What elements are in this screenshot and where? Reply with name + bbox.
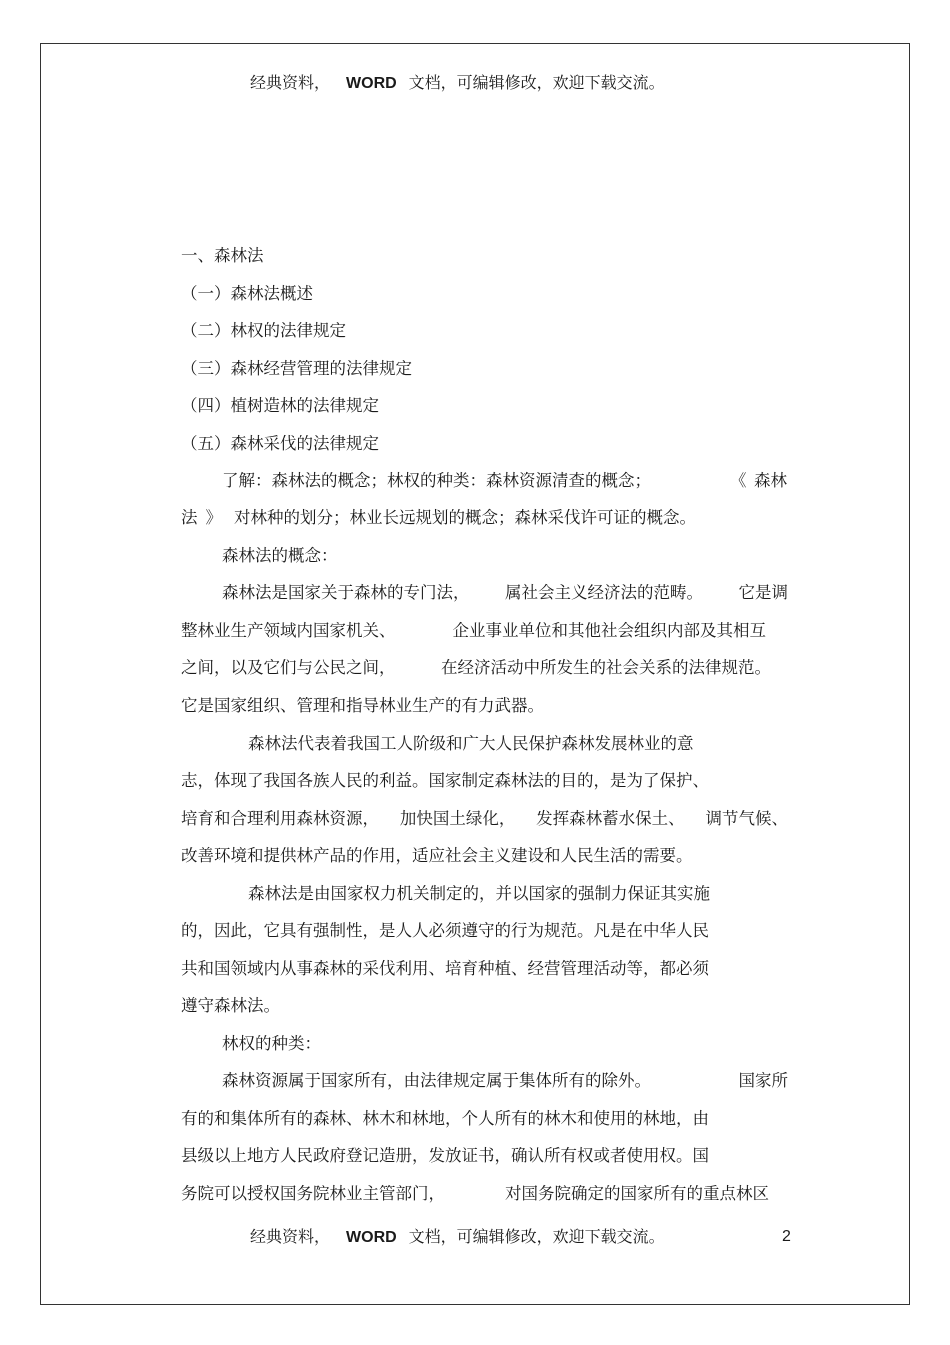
text-run: 对国务院确定的国家所有的重点林区 (505, 1184, 769, 1203)
paragraph-line (181, 620, 766, 642)
page-header (250, 73, 665, 94)
concept-heading: 森林法的概念： (222, 546, 338, 565)
footer-word: WORD (346, 1229, 397, 1246)
text-run: 森林法是国家关于森林的专门法， (222, 583, 470, 602)
understand-line (222, 470, 790, 492)
page-footer (250, 1227, 665, 1248)
paragraph-line: 森林法是由国家权力机关制定的，并以国家的强制力保证其实施 (248, 884, 710, 903)
text-run: 发挥森林蓄水保土、 (536, 809, 685, 828)
paragraph-line: 森林法代表着我国工人阶级和广大人民保护森林发展林业的意 (248, 734, 694, 753)
header-prefix: 经典资料， (250, 73, 331, 92)
text-run: 森林资源属于国家所有，由法律规定属于集体所有的除外。 (222, 1071, 651, 1090)
understand-bracket-open: 《 (730, 471, 747, 490)
outline-item: （五）森林采伐的法律规定 (181, 434, 379, 453)
text-run: 属社会主义经济法的范畴。 (505, 583, 703, 602)
paragraph-line (222, 1070, 788, 1092)
outline-item: （四）植树造林的法律规定 (181, 396, 379, 415)
page-number: 2 (782, 1228, 791, 1245)
text-run: 之间，以及它们与公民之间， (181, 658, 396, 677)
paragraph-line: 志，体现了我国各族人民的利益。国家制定森林法的目的，是为了保护、 (181, 771, 709, 790)
text-run: 调节气候、 (705, 809, 788, 828)
text-run: 整林业生产领域内国家机关、 (181, 621, 396, 640)
paragraph-line: 遵守森林法。 (181, 996, 280, 1015)
paragraph-line: 县级以上地方人民政府登记造册，发放证书，确认所有权或者使用权。国 (181, 1146, 709, 1165)
paragraph-line: 它是国家组织、管理和指导林业生产的有力武器。 (181, 696, 544, 715)
footer-prefix: 经典资料， (250, 1227, 331, 1246)
paragraph-line (181, 1183, 769, 1205)
understand-text: 森林 (754, 471, 787, 490)
outline-item: （三）森林经营管理的法律规定 (181, 359, 412, 378)
text-run: 在经济活动中所发生的社会关系的法律规范。 (441, 658, 771, 677)
outline-item: （一）森林法概述 (181, 284, 313, 303)
outline-item: （二）林权的法律规定 (181, 321, 346, 340)
text-run: 务院可以授权国务院林业主管部门， (181, 1184, 445, 1203)
paragraph-line: 有的和集体所有的森林、林木和林地，个人所有的林木和使用的林地，由 (181, 1109, 709, 1128)
text-run: 企业事业单位和其他社会组织内部及其相互 (452, 621, 766, 640)
header-word: WORD (346, 75, 397, 92)
rights-heading: 林权的种类： (222, 1034, 321, 1053)
text-run: 国家所 (738, 1071, 788, 1090)
understand-text: 了解：森林法的概念；林权的种类：森林资源清查的概念； (222, 471, 651, 490)
paragraph-line: 的，因此，它具有强制性，是人人必须遵守的行为规范。凡是在中华人民 (181, 921, 709, 940)
section-title: 一、森林法 (181, 246, 264, 265)
paragraph-line (181, 657, 771, 679)
paragraph-line (222, 582, 788, 604)
paragraph-line: 共和国领域内从事森林的采伐利用、培育种植、经营管理活动等，都必须 (181, 959, 709, 978)
understand-text: 对林种的划分；林业长远规划的概念；森林采伐许可证的概念。 (234, 508, 696, 527)
understand-line (181, 507, 696, 529)
footer-suffix: 文档，可编辑修改，欢迎下载交流。 (408, 1227, 665, 1246)
text-run: 它是调 (738, 583, 788, 602)
text-run: 加快国土绿化， (399, 809, 516, 828)
understand-bracket-close: 》 (205, 508, 222, 527)
understand-text: 法 (181, 508, 198, 527)
header-suffix: 文档，可编辑修改，欢迎下载交流。 (408, 73, 665, 92)
paragraph-line (181, 808, 788, 830)
text-run: 培育和合理利用森林资源， (181, 809, 379, 828)
paragraph-line: 改善环境和提供林产品的作用，适应社会主义建设和人民生活的需要。 (181, 846, 693, 865)
